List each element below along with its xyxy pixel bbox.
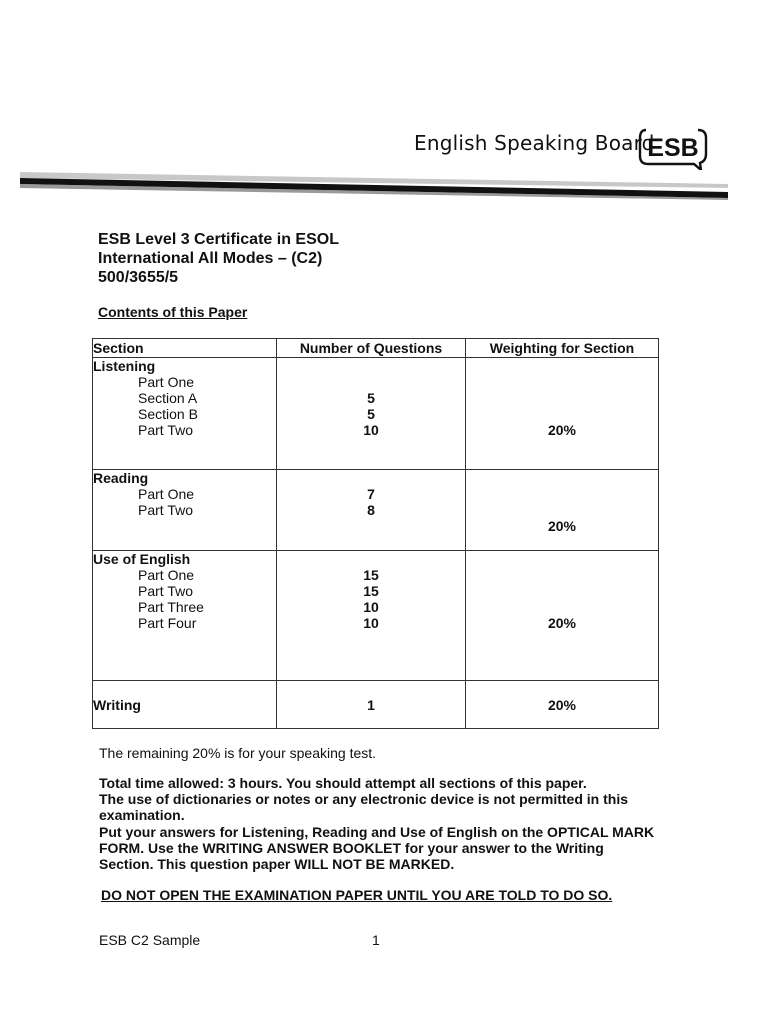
- question-count: [277, 551, 465, 567]
- question-count: 15: [363, 583, 379, 599]
- esb-logo: [638, 126, 708, 170]
- part-label: Part Two: [138, 583, 193, 599]
- section-name: Writing: [93, 697, 141, 713]
- weighting-value: 20%: [547, 422, 577, 438]
- weighting-cell: [466, 358, 659, 470]
- table-header-row: [93, 339, 659, 358]
- footer-label: ESB C2 Sample: [99, 932, 201, 948]
- question-count-cell: [277, 358, 466, 470]
- part-label: Section A: [138, 390, 198, 406]
- weighting-value: 20%: [547, 518, 577, 534]
- logo-text: ESB: [647, 134, 699, 162]
- part-label: Part Two: [138, 422, 193, 438]
- question-count: 5: [367, 390, 375, 406]
- contents-heading: Contents of this Paper: [98, 304, 248, 320]
- weighting-cell: [466, 551, 659, 681]
- header-number-of-questions: Number of Questions: [277, 339, 466, 358]
- header-section: Section: [93, 339, 277, 358]
- part-label: Part One: [138, 567, 195, 583]
- part-label: Part Two: [138, 502, 193, 518]
- weighting-value: 20%: [547, 615, 577, 631]
- question-count: 15: [363, 567, 379, 583]
- question-count: 8: [367, 502, 375, 518]
- page-number: 1: [372, 932, 380, 948]
- question-count: 1: [367, 697, 375, 713]
- header-weighting: Weighting for Section: [466, 339, 659, 358]
- question-count-cell: [277, 681, 466, 729]
- question-count-cell: [277, 470, 466, 551]
- question-count: 7: [367, 486, 375, 502]
- section-cell: [93, 681, 277, 729]
- table-row-writing: [93, 681, 659, 729]
- part-label: Part One: [138, 374, 195, 390]
- part-label: Part Four: [138, 615, 197, 631]
- weighting-cell: [466, 681, 659, 729]
- exam-title: [98, 230, 339, 287]
- instruction-answers: Put your answers for Listening, Reading and Use of English on the OPTICAL MARK FORM. Use the WRITING ANSWER BOOKLET for your answer to the Writing Section. This question paper WILL NOT BE MARKED.: [99, 823, 655, 873]
- header-banner-stripe: [20, 166, 728, 206]
- question-count: 10: [363, 615, 379, 631]
- question-count-cell: [277, 551, 466, 681]
- weighting-value: 20%: [547, 697, 577, 713]
- contents-table: [92, 338, 659, 729]
- table-row-use-of-english: [93, 551, 659, 681]
- part-label: Part One: [138, 486, 195, 502]
- exam-instructions: [99, 775, 659, 872]
- title-line-2: International All Modes – (C2): [98, 250, 323, 267]
- question-count: [277, 470, 465, 486]
- question-count: [277, 358, 465, 374]
- table-row-listening: [93, 358, 659, 470]
- title-line-1: ESB Level 3 Certificate in ESOL: [98, 231, 339, 248]
- section-cell: [93, 470, 277, 551]
- question-count: 5: [367, 406, 375, 422]
- section-cell: [93, 358, 277, 470]
- instruction-devices: The use of dictionaries or notes or any electronic device is not permitted in this examination.: [99, 791, 629, 824]
- question-count: 10: [363, 599, 379, 615]
- speaking-test-note: The remaining 20% is for your speaking test.: [99, 745, 377, 761]
- part-label: Section B: [138, 406, 198, 422]
- section-name: Reading: [93, 470, 149, 486]
- section-name: Use of English: [93, 551, 191, 567]
- part-label: Part Three: [138, 599, 204, 615]
- table-row-reading: [93, 470, 659, 551]
- question-count: 10: [363, 422, 379, 438]
- do-not-open-warning: DO NOT OPEN THE EXAMINATION PAPER UNTIL YOU ARE TOLD TO DO SO.: [101, 887, 613, 903]
- title-line-3: 500/3655/5: [98, 269, 179, 286]
- brand-name: English Speaking Board: [414, 131, 655, 155]
- section-name: Listening: [93, 358, 156, 374]
- question-count: [277, 374, 465, 390]
- section-cell: [93, 551, 277, 681]
- weighting-cell: [466, 470, 659, 551]
- instruction-time: Total time allowed: 3 hours. You should attempt all sections of this paper.: [99, 775, 587, 791]
